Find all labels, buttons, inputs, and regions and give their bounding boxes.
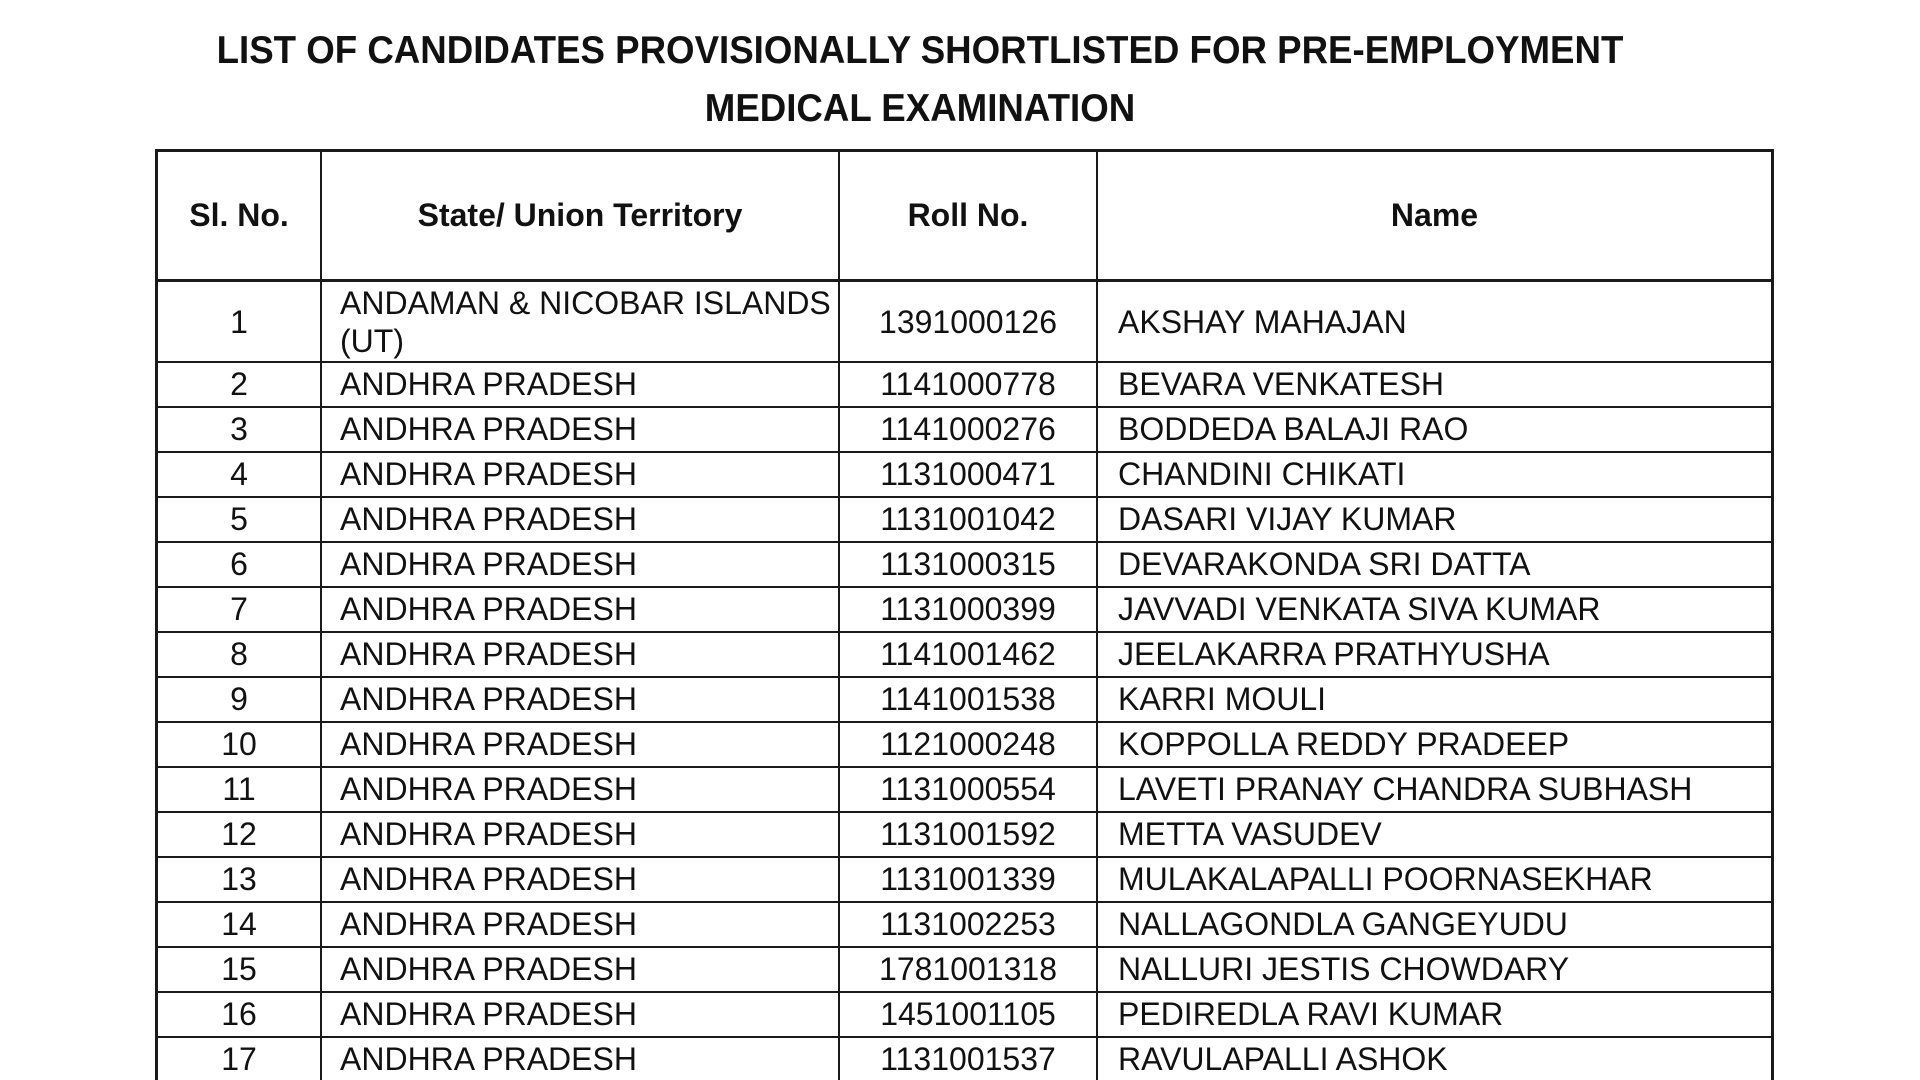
- cell-name: CHANDINI CHIKATI: [1097, 452, 1771, 497]
- cell-sl-no: 1: [158, 281, 321, 363]
- cell-sl-no: 13: [158, 857, 321, 902]
- cell-state: ANDHRA PRADESH: [321, 407, 839, 452]
- table-row: [158, 857, 1771, 902]
- cell-name: RAVULAPALLI ASHOK: [1097, 1037, 1771, 1080]
- cell-name: KOPPOLLA REDDY PRADEEP: [1097, 722, 1771, 767]
- cell-state: ANDHRA PRADESH: [321, 902, 839, 947]
- header-state: State/ Union Territory: [321, 152, 839, 281]
- table-row: [158, 407, 1771, 452]
- cell-roll-no: 1131002253: [839, 902, 1097, 947]
- table-row: [158, 452, 1771, 497]
- cell-name: AKSHAY MAHAJAN: [1097, 281, 1771, 363]
- cell-state: ANDHRA PRADESH: [321, 992, 839, 1037]
- table-body: [158, 281, 1771, 1080]
- table-row: [158, 497, 1771, 542]
- cell-name: PEDIREDLA RAVI KUMAR: [1097, 992, 1771, 1037]
- cell-sl-no: 9: [158, 677, 321, 722]
- cell-name: MULAKALAPALLI POORNASEKHAR: [1097, 857, 1771, 902]
- cell-sl-no: 16: [158, 992, 321, 1037]
- table-row: [158, 281, 1771, 363]
- cell-roll-no: 1141000276: [839, 407, 1097, 452]
- table-row: [158, 902, 1771, 947]
- cell-roll-no: 1131001339: [839, 857, 1097, 902]
- cell-state: ANDHRA PRADESH: [321, 542, 839, 587]
- cell-roll-no: 1451001105: [839, 992, 1097, 1037]
- cell-name: BODDEDA BALAJI RAO: [1097, 407, 1771, 452]
- table-row: [158, 992, 1771, 1037]
- cell-roll-no: 1131001592: [839, 812, 1097, 857]
- cell-roll-no: 1141001538: [839, 677, 1097, 722]
- table-row: [158, 722, 1771, 767]
- table-row: [158, 587, 1771, 632]
- cell-name: DEVARAKONDA SRI DATTA: [1097, 542, 1771, 587]
- cell-roll-no: 1131001042: [839, 497, 1097, 542]
- cell-state: ANDHRA PRADESH: [321, 767, 839, 812]
- cell-name: BEVARA VENKATESH: [1097, 362, 1771, 407]
- cell-roll-no: 1141000778: [839, 362, 1097, 407]
- header-sl-no: Sl. No.: [158, 152, 321, 281]
- cell-sl-no: 8: [158, 632, 321, 677]
- table-row: [158, 542, 1771, 587]
- cell-state: ANDHRA PRADESH: [321, 362, 839, 407]
- cell-state: ANDHRA PRADESH: [321, 452, 839, 497]
- cell-sl-no: 10: [158, 722, 321, 767]
- cell-name: NALLAGONDLA GANGEYUDU: [1097, 902, 1771, 947]
- table-row: [158, 1037, 1771, 1080]
- cell-roll-no: 1131000471: [839, 452, 1097, 497]
- candidates-table: [158, 152, 1771, 1080]
- cell-roll-no: 1141001462: [839, 632, 1097, 677]
- cell-sl-no: 12: [158, 812, 321, 857]
- cell-sl-no: 3: [158, 407, 321, 452]
- cell-roll-no: 1131000315: [839, 542, 1097, 587]
- cell-roll-no: 1121000248: [839, 722, 1097, 767]
- document-title-line-2: MEDICAL EXAMINATION: [704, 87, 1136, 130]
- cell-sl-no: 2: [158, 362, 321, 407]
- cell-roll-no: 1781001318: [839, 947, 1097, 992]
- cell-sl-no: 5: [158, 497, 321, 542]
- cell-name: LAVETI PRANAY CHANDRA SUBHASH: [1097, 767, 1771, 812]
- cell-sl-no: 6: [158, 542, 321, 587]
- candidates-table-container: [155, 149, 1774, 1080]
- cell-state: ANDHRA PRADESH: [321, 857, 839, 902]
- cell-state: ANDHRA PRADESH: [321, 632, 839, 677]
- header-name: Name: [1097, 152, 1771, 281]
- cell-state: ANDHRA PRADESH: [321, 497, 839, 542]
- cell-state: ANDHRA PRADESH: [321, 722, 839, 767]
- cell-sl-no: 7: [158, 587, 321, 632]
- cell-sl-no: 14: [158, 902, 321, 947]
- cell-state: ANDAMAN & NICOBAR ISLANDS (UT): [321, 281, 839, 363]
- table-row: [158, 947, 1771, 992]
- table-row: [158, 362, 1771, 407]
- header-roll-no: Roll No.: [839, 152, 1097, 281]
- cell-name: METTA VASUDEV: [1097, 812, 1771, 857]
- cell-sl-no: 4: [158, 452, 321, 497]
- table-row: [158, 812, 1771, 857]
- cell-roll-no: 1131000399: [839, 587, 1097, 632]
- table-row: [158, 767, 1771, 812]
- cell-roll-no: 1131001537: [839, 1037, 1097, 1080]
- cell-sl-no: 17: [158, 1037, 321, 1080]
- document-title-line-1: LIST OF CANDIDATES PROVISIONALLY SHORTLISTED FOR PRE-EMPLOYMENT: [216, 29, 1624, 72]
- cell-roll-no: 1131000554: [839, 767, 1097, 812]
- cell-name: JAVVADI VENKATA SIVA KUMAR: [1097, 587, 1771, 632]
- cell-state: ANDHRA PRADESH: [321, 812, 839, 857]
- cell-sl-no: 11: [158, 767, 321, 812]
- cell-name: DASARI VIJAY KUMAR: [1097, 497, 1771, 542]
- cell-roll-no: 1391000126: [839, 281, 1097, 363]
- cell-state: ANDHRA PRADESH: [321, 677, 839, 722]
- cell-state: ANDHRA PRADESH: [321, 1037, 839, 1080]
- cell-name: KARRI MOULI: [1097, 677, 1771, 722]
- cell-state: ANDHRA PRADESH: [321, 587, 839, 632]
- document-title: [55, 22, 1785, 138]
- table-row: [158, 632, 1771, 677]
- table-header-row: [158, 152, 1771, 281]
- cell-name: NALLURI JESTIS CHOWDARY: [1097, 947, 1771, 992]
- cell-state: ANDHRA PRADESH: [321, 947, 839, 992]
- cell-name: JEELAKARRA PRATHYUSHA: [1097, 632, 1771, 677]
- cell-sl-no: 15: [158, 947, 321, 992]
- table-row: [158, 677, 1771, 722]
